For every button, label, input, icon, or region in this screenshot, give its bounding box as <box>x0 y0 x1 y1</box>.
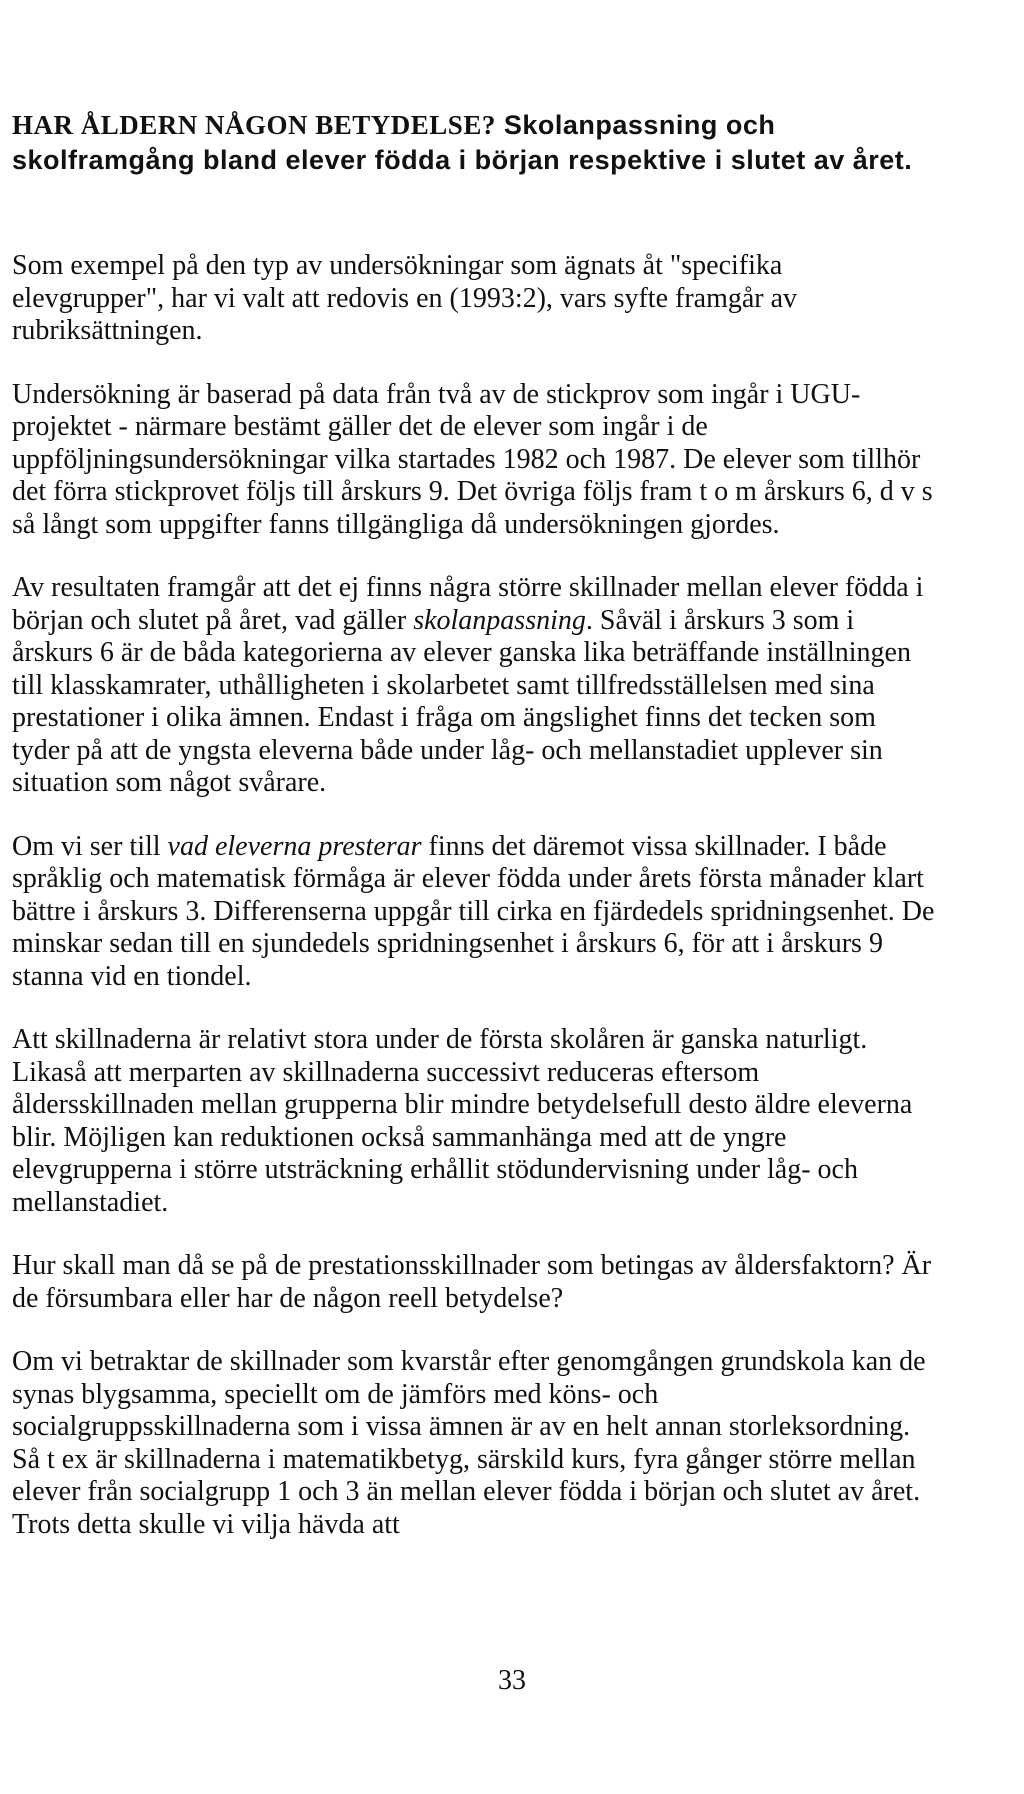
paragraph <box>12 250 940 348</box>
paragraph-text: Som exempel på den typ av undersökningar som ägnats åt "specifika elevgrupper", har vi valt att redovis en (1993:2), vars syfte framgår av rubriksättningen. <box>12 250 798 346</box>
paragraph-text: . Såväl i årskurs 3 som i årskurs 6 är de båda kategorierna av elever ganska lika beträffande inställningen till klasskamrater, uthålligheten i skolarbetet samt tillfredsställelsen med sina prestationer i olika ämnen. Endast i fråga om ängslighet finns det tecken som tyder på att de yngsta eleverna både under låg- och mellanstadiet upplever sin situation som något svårare. <box>12 604 911 798</box>
paragraph-text: Undersökning är baserad på data från två av de stickprov som ingår i UGU-projektet - närmare bestämt gäller det de elever som ingår i de uppföljningsundersökningar vilka startades 1982 och 1987. De elever som tillhör det förra stickprovet följs till årskurs 9. Det övriga följs fram t o m årskurs 6, d v s så långt som uppgifter fanns tillgängliga då undersökningen gjordes. <box>12 378 933 540</box>
emphasized-text: skolanpassning <box>413 604 586 636</box>
paragraph-text: Att skillnaderna är relativt stora under de första skolåren är ganska naturligt. Likaså att merparten av skillnaderna successivt reduceras eftersom åldersskillnaden mellan grupperna blir mindre betydelsefull desto äldre eleverna blir. Möjligen kan reduktionen också sammanhänga med att de yngre elevgrupperna i större utsträckning erhållit stödundervisning under låg- och mellanstadiet. <box>12 1024 913 1218</box>
paragraph-text: Om vi betraktar de skillnader som kvarstår efter genomgången grundskola kan de synas blygsamma, speciellt om de jämförs med köns- och socialgruppsskillnaderna som i vissa ämnen är av en helt annan storleksordning. Så t ex är skillnaderna i matematikbetyg, särskild kurs, fyra gånger större mellan elever från socialgrupp 1 och 3 än mellan elever födda i början och slutet av året. Trots detta skulle vi vilja hävda att <box>12 1346 926 1540</box>
paragraph-text: finns det däremot vissa skillnader. I både språklig och matematisk förmåga är elever födda under årets första månader klart bättre i årskurs 3. Differenserna uppgår till cirka en fjärdedels spridningsenhet. De minskar sedan till en sjundedels spridningsenhet i årskurs 6, för att i årskurs 9 stanna vid en tiondel. <box>12 830 935 992</box>
section-heading <box>12 108 940 178</box>
heading-subtitle: Skolanpassning och skolframgång bland elever födda i början respektive i slutet av året. <box>12 110 913 175</box>
document-page <box>12 108 940 1572</box>
paragraph-text: Hur skall man då se på de prestationsskillnader som betingas av åldersfaktorn? Är de försumbara eller har de någon reell betydelse? <box>12 1250 932 1314</box>
paragraph-text: Av resultaten framgår att det ej finns några större skillnader mellan elever födda i början och slutet på året, vad gäller <box>12 572 924 636</box>
paragraph <box>12 572 940 800</box>
paragraph <box>12 1024 940 1219</box>
heading-caps: HAR ÅLDERN NÅGON BETYDELSE? <box>12 110 496 140</box>
body-text <box>12 250 940 1541</box>
paragraph <box>12 1346 940 1541</box>
paragraph <box>12 379 940 542</box>
page-number: 33 <box>498 1665 526 1696</box>
paragraph <box>12 1250 940 1315</box>
emphasized-text: vad eleverna presterar <box>167 830 422 862</box>
paragraph-text: Om vi ser till <box>12 830 168 862</box>
paragraph <box>12 831 940 994</box>
